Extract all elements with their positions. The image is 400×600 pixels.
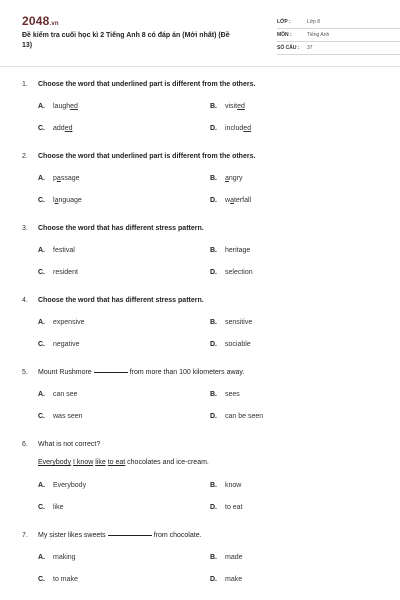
option-a[interactable] bbox=[38, 247, 75, 254]
option-a[interactable] bbox=[38, 482, 86, 489]
option-c[interactable] bbox=[38, 413, 83, 420]
underlined-part: ed bbox=[237, 103, 245, 110]
options bbox=[22, 306, 382, 351]
option-text: resident bbox=[53, 269, 78, 276]
question-number: 3. bbox=[22, 225, 28, 232]
question-number: 7. bbox=[22, 532, 28, 539]
option-b[interactable] bbox=[210, 103, 245, 110]
option-text: to eat bbox=[225, 504, 243, 511]
question-number: 5. bbox=[22, 369, 28, 376]
option-text: sociable bbox=[225, 341, 251, 348]
option-text bbox=[225, 125, 251, 132]
option-a[interactable] bbox=[38, 103, 78, 110]
underlined-part: ed bbox=[64, 125, 73, 132]
options bbox=[22, 162, 382, 207]
meta-row-count bbox=[277, 42, 400, 55]
question-6 bbox=[22, 440, 382, 514]
question-number: 2. bbox=[22, 153, 28, 160]
option-letter: C. bbox=[38, 504, 45, 511]
option-letter: B. bbox=[210, 391, 217, 398]
meta-panel bbox=[277, 16, 400, 55]
question-text: Choose the word that underlined part is different from the others. bbox=[38, 81, 256, 88]
text-part: visit bbox=[225, 103, 238, 110]
text-part: from more than 100 kilometers away. bbox=[129, 369, 245, 376]
text-part: nguage bbox=[58, 197, 82, 204]
option-text: like bbox=[53, 504, 64, 511]
question-5 bbox=[22, 368, 382, 423]
option-text bbox=[53, 103, 78, 110]
text-part: ngry bbox=[228, 175, 243, 182]
text-part: w bbox=[225, 197, 231, 204]
question-list bbox=[22, 80, 382, 586]
text-part: terfall bbox=[233, 197, 252, 204]
question-text: Choose the word that underlined part is different from the others. bbox=[38, 153, 256, 160]
option-letter: D. bbox=[210, 197, 217, 204]
text-part: includ bbox=[225, 125, 244, 132]
meta-label: SỐ CÂU : bbox=[277, 45, 300, 51]
option-letter: C. bbox=[38, 413, 45, 420]
underlined-part: a bbox=[56, 175, 61, 182]
question-text bbox=[38, 368, 244, 378]
option-b[interactable] bbox=[210, 247, 250, 254]
answer-blank bbox=[108, 535, 152, 536]
question-3 bbox=[22, 224, 382, 279]
option-letter: C. bbox=[38, 341, 45, 348]
answer-blank bbox=[94, 372, 128, 373]
text-part: p bbox=[53, 175, 57, 182]
meta-row-subject bbox=[277, 29, 400, 42]
option-text: selection bbox=[225, 269, 253, 276]
option-text: to make bbox=[53, 576, 78, 583]
option-d[interactable] bbox=[210, 504, 243, 511]
text-part: Mount Rushmore bbox=[38, 369, 92, 376]
text-part: ssage bbox=[60, 175, 80, 182]
option-d[interactable] bbox=[210, 125, 251, 132]
option-c[interactable] bbox=[38, 576, 78, 583]
option-letter: A. bbox=[38, 103, 45, 110]
option-d[interactable] bbox=[210, 576, 242, 583]
option-text bbox=[53, 197, 82, 204]
logo-suffix: .vn bbox=[49, 21, 59, 27]
text-part: from chocolate. bbox=[153, 532, 202, 539]
option-d[interactable] bbox=[210, 413, 263, 420]
option-text bbox=[53, 125, 72, 132]
option-text: making bbox=[53, 554, 76, 561]
meta-value: Tiếng Anh bbox=[307, 32, 330, 38]
option-letter: A. bbox=[38, 175, 45, 182]
meta-label: LỚP : bbox=[277, 19, 291, 25]
option-text: make bbox=[225, 576, 243, 583]
question-number: 1. bbox=[22, 81, 28, 88]
option-text: can see bbox=[53, 391, 78, 398]
option-text: sensitive bbox=[225, 319, 253, 326]
option-letter: A. bbox=[38, 482, 45, 489]
option-letter: A. bbox=[38, 319, 45, 326]
option-letter: C. bbox=[38, 125, 45, 132]
option-b[interactable] bbox=[210, 319, 252, 326]
question-text: What is not correct? bbox=[38, 441, 101, 448]
option-letter: D. bbox=[210, 413, 217, 420]
question-number: 4. bbox=[22, 297, 28, 304]
text-part: laugh bbox=[53, 103, 71, 110]
option-c[interactable] bbox=[38, 341, 79, 348]
question-text: Choose the word that has different stress pattern. bbox=[38, 297, 204, 304]
text-part: l bbox=[53, 197, 55, 204]
option-letter: B. bbox=[210, 175, 217, 182]
underlined-word: Everybody bbox=[38, 459, 72, 466]
question-1 bbox=[22, 80, 382, 135]
text-part: add bbox=[53, 125, 65, 132]
option-text: was seen bbox=[53, 413, 83, 420]
document-title: Đề kiểm tra cuối học kì 2 Tiếng Anh 8 có đáp án (Mới nhất) (Đề 13) bbox=[22, 32, 230, 49]
option-a[interactable] bbox=[38, 554, 76, 561]
question-4 bbox=[22, 296, 382, 351]
option-c[interactable] bbox=[38, 269, 78, 276]
underlined-part: ed bbox=[70, 103, 78, 110]
options bbox=[22, 234, 382, 279]
option-d[interactable] bbox=[210, 197, 251, 204]
option-text: sees bbox=[225, 391, 240, 398]
meta-row-class bbox=[277, 16, 400, 29]
option-b[interactable] bbox=[210, 391, 240, 398]
underlined-word: to eat bbox=[107, 459, 126, 466]
option-c[interactable] bbox=[38, 504, 64, 511]
underlined-part: a bbox=[54, 197, 59, 204]
question-sentence bbox=[38, 459, 382, 469]
option-a[interactable] bbox=[38, 319, 85, 326]
question-7 bbox=[22, 531, 382, 586]
option-c[interactable] bbox=[38, 197, 82, 204]
option-letter: D. bbox=[210, 504, 217, 511]
options bbox=[22, 378, 382, 423]
underlined-word: like bbox=[95, 459, 106, 466]
option-text: know bbox=[225, 482, 242, 489]
option-letter: D. bbox=[210, 341, 217, 348]
meta-value: Lớp 8 bbox=[307, 19, 321, 25]
option-text bbox=[225, 103, 245, 110]
options bbox=[22, 90, 382, 135]
question-2 bbox=[22, 152, 382, 207]
text-part: My sister likes sweets bbox=[38, 532, 106, 539]
option-text bbox=[53, 175, 80, 182]
option-b[interactable] bbox=[210, 175, 243, 182]
option-text bbox=[225, 175, 243, 182]
option-d[interactable] bbox=[210, 269, 253, 276]
option-a[interactable] bbox=[38, 175, 80, 182]
option-text: Everybody bbox=[53, 482, 87, 489]
option-d[interactable] bbox=[210, 341, 251, 348]
options bbox=[22, 541, 382, 586]
option-letter: D. bbox=[210, 269, 217, 276]
question-number: 6. bbox=[22, 441, 28, 448]
options bbox=[22, 469, 382, 514]
sentence-rest: chocolates and ice-cream. bbox=[127, 459, 209, 466]
option-letter: B. bbox=[210, 554, 217, 561]
underlined-part: ed bbox=[243, 125, 252, 132]
logo-text: 2048 bbox=[22, 14, 50, 28]
option-letter: A. bbox=[38, 391, 45, 398]
meta-label: MÔN : bbox=[277, 32, 292, 38]
option-text: can be seen bbox=[225, 413, 264, 420]
meta-value: 37 bbox=[307, 45, 313, 51]
question-text: Choose the word that has different stress pattern. bbox=[38, 225, 204, 232]
option-text: negative bbox=[53, 341, 80, 348]
option-letter: C. bbox=[38, 576, 45, 583]
question-text bbox=[38, 531, 202, 541]
option-letter: B. bbox=[210, 103, 217, 110]
underlined-part: a bbox=[225, 175, 229, 182]
option-text: festival bbox=[53, 247, 75, 254]
option-text: heritage bbox=[225, 247, 251, 254]
option-letter: A. bbox=[38, 554, 45, 561]
header-divider bbox=[0, 66, 400, 67]
option-b[interactable] bbox=[210, 482, 241, 489]
option-text: made bbox=[225, 554, 243, 561]
option-letter: A. bbox=[38, 247, 45, 254]
header bbox=[22, 14, 382, 62]
option-letter: B. bbox=[210, 482, 217, 489]
option-b[interactable] bbox=[210, 554, 243, 561]
underlined-part: a bbox=[230, 197, 234, 204]
option-c[interactable] bbox=[38, 125, 72, 132]
option-text bbox=[225, 197, 251, 204]
option-letter: D. bbox=[210, 576, 217, 583]
option-a[interactable] bbox=[38, 391, 78, 398]
option-letter: D. bbox=[210, 125, 217, 132]
option-letter: C. bbox=[38, 197, 45, 204]
option-text: expensive bbox=[53, 319, 85, 326]
underlined-word: I know bbox=[73, 459, 94, 466]
option-letter: B. bbox=[210, 319, 217, 326]
option-letter: B. bbox=[210, 247, 217, 254]
option-letter: C. bbox=[38, 269, 45, 276]
